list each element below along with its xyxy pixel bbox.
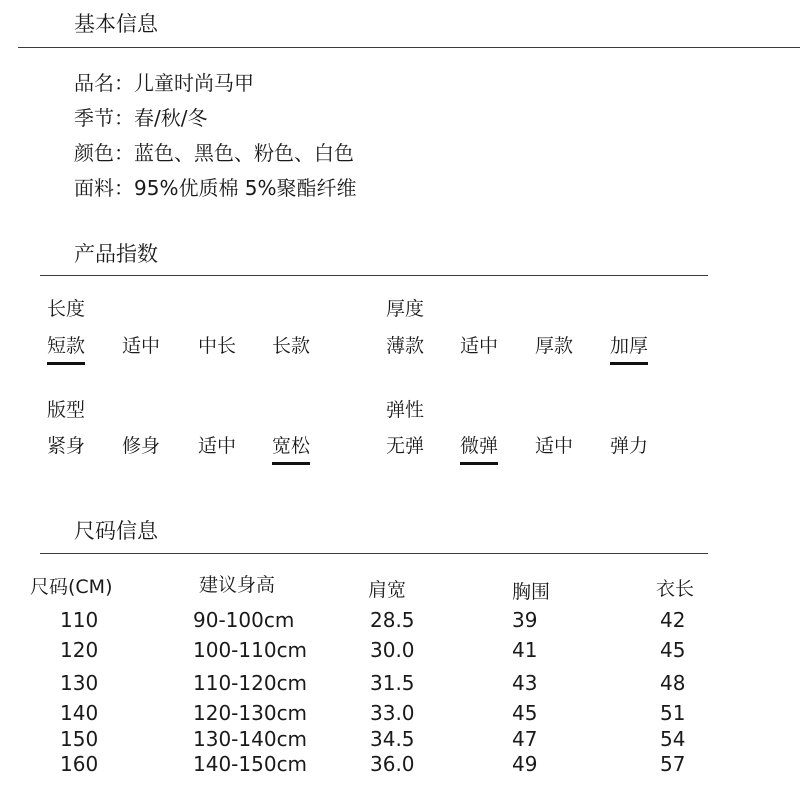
size-table-header: 胸围	[512, 581, 551, 603]
size-table-cell: 150	[60, 727, 99, 751]
size-table-cell: 100-110cm	[193, 638, 308, 662]
size-info-divider	[40, 553, 708, 554]
index-option: 微弹	[460, 431, 498, 465]
size-table-cell: 51	[660, 701, 686, 725]
basic-info-row	[74, 102, 207, 131]
size-table-cell: 34.5	[370, 727, 415, 751]
row-label: 面料：	[74, 176, 134, 200]
size-table-cell: 140	[60, 701, 99, 725]
row-value: 蓝色、黑色、粉色、白色	[134, 141, 354, 165]
index-option: 适中	[460, 335, 499, 357]
index-group-elasticity-label: 弹性	[386, 399, 425, 421]
size-table-cell: 160	[60, 752, 99, 776]
index-option: 适中	[122, 335, 161, 357]
row-label: 颜色：	[74, 141, 134, 165]
size-table-cell: 39	[512, 608, 538, 632]
product-index-title: 产品指数	[74, 242, 158, 266]
row-value: 95%优质棉 5%聚酯纤维	[134, 176, 357, 200]
basic-info-row	[74, 67, 254, 96]
size-table-cell: 45	[512, 701, 538, 725]
index-option: 修身	[122, 435, 161, 457]
index-option: 厚款	[535, 335, 574, 357]
size-table-cell: 42	[660, 608, 686, 632]
index-option: 适中	[535, 435, 574, 457]
size-table-cell: 120-130cm	[193, 701, 308, 725]
index-option: 短款	[47, 331, 85, 365]
size-table-cell: 49	[512, 752, 538, 776]
size-table-cell: 140-150cm	[193, 752, 308, 776]
size-table-cell: 130-140cm	[193, 727, 308, 751]
size-table-cell: 48	[660, 671, 686, 695]
product-index-divider	[40, 275, 708, 276]
size-table-cell: 47	[512, 727, 538, 751]
row-value: 儿童时尚马甲	[134, 71, 254, 95]
basic-info-divider	[18, 47, 800, 48]
row-label: 品名：	[74, 71, 134, 95]
size-table-cell: 54	[660, 727, 686, 751]
index-option: 中长	[198, 335, 237, 357]
size-table-cell: 33.0	[370, 701, 415, 725]
size-table-cell: 31.5	[370, 671, 415, 695]
size-table-header: 肩宽	[368, 579, 407, 601]
index-option: 宽松	[272, 431, 310, 465]
basic-info-row	[74, 172, 357, 201]
index-option: 无弹	[386, 435, 425, 457]
index-group-fit-label: 版型	[47, 399, 86, 421]
size-table-cell: 110-120cm	[193, 671, 308, 695]
index-option: 紧身	[47, 435, 86, 457]
size-table-cell: 36.0	[370, 752, 415, 776]
index-option: 弹力	[610, 435, 649, 457]
size-table-cell: 57	[660, 752, 686, 776]
basic-info-title: 基本信息	[74, 12, 158, 36]
size-table-cell: 90-100cm	[193, 608, 295, 632]
row-label: 季节：	[74, 106, 134, 130]
size-table-cell: 45	[660, 638, 686, 662]
size-table-cell: 43	[512, 671, 538, 695]
row-value: 春/秋/冬	[134, 106, 208, 130]
index-option: 长款	[272, 335, 311, 357]
size-table-cell: 130	[60, 671, 99, 695]
index-option: 加厚	[610, 331, 648, 365]
size-table-cell: 120	[60, 638, 99, 662]
size-table-header: 衣长	[656, 578, 695, 600]
size-table-cell: 110	[60, 608, 99, 632]
basic-info-row	[74, 137, 354, 166]
size-table-cell: 28.5	[370, 608, 415, 632]
index-group-thickness-label: 厚度	[386, 298, 425, 320]
size-table-header: 建议身高	[199, 574, 276, 596]
size-table-cell: 30.0	[370, 638, 415, 662]
index-group-length-label: 长度	[47, 298, 86, 320]
size-table-header: 尺码(CM)	[30, 576, 113, 598]
index-option: 适中	[198, 435, 237, 457]
index-option: 薄款	[386, 335, 425, 357]
size-info-title: 尺码信息	[74, 519, 158, 543]
size-table-cell: 41	[512, 638, 538, 662]
